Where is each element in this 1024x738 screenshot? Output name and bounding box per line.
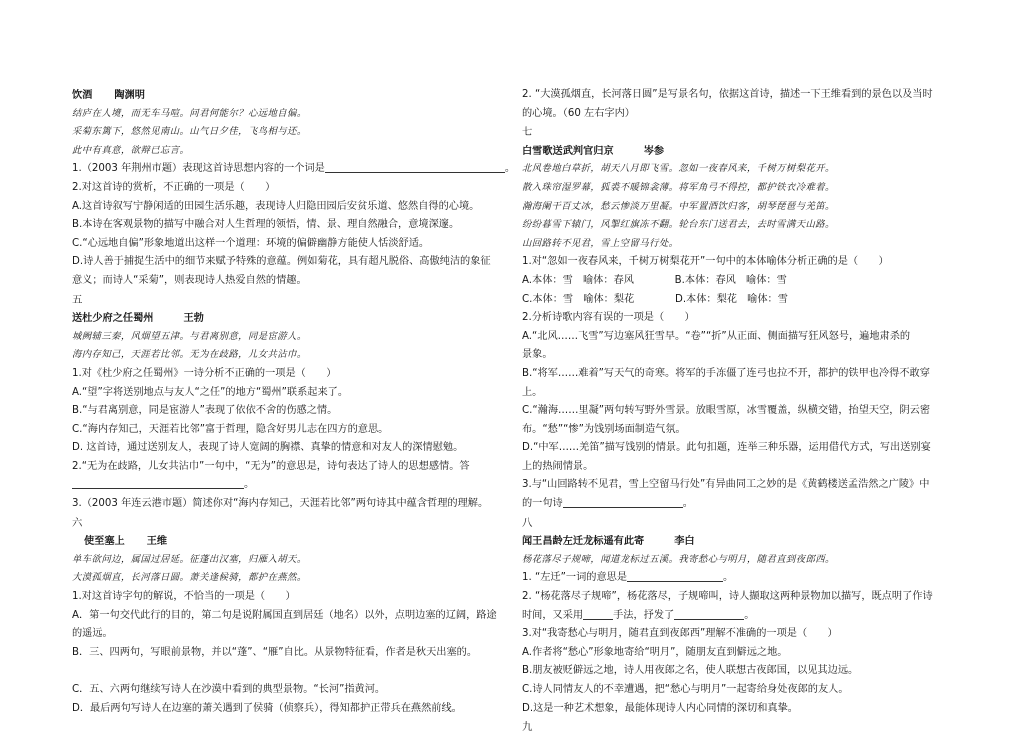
poem-title-line bbox=[522, 142, 962, 161]
section-number bbox=[72, 514, 508, 533]
question-line bbox=[522, 365, 962, 384]
question-text: D．最后两句写诗人在边塞的萧关遇到了侯骑（侦察兵），得知都护正带兵在燕然前线。 bbox=[72, 702, 462, 714]
poem-verse bbox=[72, 346, 508, 365]
section-number-text: 九 bbox=[522, 721, 533, 734]
question-line bbox=[522, 625, 962, 644]
poem-verse-text: 北风卷地白草折，胡天八月即飞雪。忽如一夜春风来，千树万树梨花开。 bbox=[522, 163, 835, 175]
question-line bbox=[522, 607, 962, 626]
question-text: A.“望”字将送别地点与友人“之任”的地方“蜀州”联系起来了。 bbox=[72, 386, 349, 398]
poem-verse bbox=[72, 569, 508, 588]
question-line bbox=[72, 681, 508, 700]
question-line bbox=[72, 216, 508, 235]
question-text: C.诗人同情友人的不幸遭遇，把“愁心与明月”一起寄给身处夜郎的友人。 bbox=[522, 684, 849, 695]
question-text: D.这是一种艺术想象，最能体现诗人内心同情的深切和真挚。 bbox=[522, 702, 798, 714]
question-text: 2. “大漠孤烟直，长河落日圆”是写景名句，依据这首诗，描述一下王维看到的景色以及当时 bbox=[522, 89, 933, 100]
question-text: 意义；而诗人“采菊”，则表现诗人热爱自然的情趣。 bbox=[72, 274, 307, 286]
poem-verse-text: 山回路转不见君，雪上空留马行处。 bbox=[522, 237, 679, 249]
question-text: 上。 bbox=[522, 386, 543, 398]
question-line bbox=[522, 291, 962, 310]
question-text: 景象。 bbox=[522, 349, 553, 361]
question-line bbox=[72, 607, 508, 626]
answer-blank[interactable] bbox=[674, 607, 744, 620]
poem-title: 使至塞上 bbox=[84, 535, 125, 548]
poem-author: 岑参 bbox=[643, 144, 665, 157]
question-text: B．三、四两句，写眼前景物，并以“蓬”、“雁”自比。从景物特征看，作者是秋天出塞的。 bbox=[72, 646, 478, 658]
question-line bbox=[72, 458, 508, 477]
question-line bbox=[522, 588, 962, 607]
question-text: 2. “杨花落尽子规啼”，杨花落尽，子规啼叫，诗人撷取这两种景物加以描写，既点明了作诗 bbox=[522, 591, 933, 603]
question-text: 1. “左迁”一词的意思是 bbox=[522, 572, 628, 584]
question-text: 时间，又采用 bbox=[522, 609, 584, 621]
question-text: 1.对《杜少府之任蜀州》一诗分析不正确的一项是（ ） bbox=[72, 367, 337, 379]
left-column bbox=[72, 86, 516, 718]
poem-title: 送杜少府之任蜀州 bbox=[72, 312, 154, 325]
poem-verse-text: 瀚海阑干百丈冰，愁云惨淡万里凝。中军置酒饮归客，胡琴琵琶与羌笛。 bbox=[522, 200, 835, 212]
question-text: 1.对“忽如一夜春风来，千树万树梨花开”一句中的本体喻体分析正确的是（ ） bbox=[522, 256, 889, 268]
question-text: 3.对“我寄愁心与明月，随君直到夜郎西”理解不准确的一项是（ ） bbox=[522, 628, 838, 640]
question-line bbox=[522, 253, 962, 272]
poem-verse-text: 纷纷暮雪下辕门，风掣红旗冻不翻。轮台东门送君去，去时雪满天山路。 bbox=[522, 219, 835, 231]
poem-verse bbox=[72, 551, 508, 570]
answer-blank[interactable] bbox=[325, 160, 505, 173]
question-text: 的遥远。 bbox=[72, 628, 113, 640]
blank-suffix: 。 bbox=[744, 609, 755, 621]
poem-verse bbox=[72, 105, 508, 124]
poem-title: 白雪歌送武判官归京 bbox=[522, 144, 614, 157]
question-line bbox=[72, 365, 508, 384]
question-text: A.本体：雪 喻体：春风 B.本体：春风 喻体：雪 bbox=[522, 274, 787, 286]
question-text: A.作者将“愁心”形象地寄给“明月”，随朋友直到僻远之地。 bbox=[522, 646, 788, 658]
question-line bbox=[72, 644, 508, 663]
question-line bbox=[72, 384, 508, 403]
poem-verse-text: 城阙辅三秦，风烟望五津。与君离别意，同是宦游人。 bbox=[72, 330, 307, 342]
question-line bbox=[522, 421, 962, 440]
question-line bbox=[72, 253, 508, 272]
poem-author: 陶渊明 bbox=[114, 89, 145, 101]
answer-blank[interactable] bbox=[563, 495, 683, 508]
question-line bbox=[72, 198, 508, 217]
blank-suffix: 。 bbox=[682, 498, 693, 510]
poem-verse-text: 此中有真意，欲辩已忘言。 bbox=[72, 144, 190, 156]
question-line bbox=[522, 458, 962, 477]
question-text: 2.“无为在歧路，儿女共沾巾”一句中，“无为”的意思是，诗句表达了诗人的思想感情。答 bbox=[72, 460, 470, 472]
spacer-line bbox=[72, 662, 508, 681]
question-line bbox=[522, 346, 962, 365]
poem-title: 饮酒 bbox=[72, 89, 93, 101]
blank-suffix: 。 bbox=[723, 572, 734, 584]
question-line bbox=[72, 179, 508, 198]
question-line bbox=[72, 402, 508, 421]
question-line bbox=[522, 105, 962, 124]
question-line bbox=[72, 495, 508, 514]
right-column bbox=[522, 86, 962, 737]
poem-title-line bbox=[72, 86, 508, 105]
poem-author: 王勃 bbox=[183, 312, 204, 325]
question-text: 布。“愁”“惨”为饯别场面制造气氛。 bbox=[522, 423, 686, 435]
answer-blank[interactable] bbox=[72, 476, 244, 489]
question-line bbox=[72, 160, 516, 179]
poem-title: 闻王昌龄左迁龙标遥有此寄 bbox=[522, 535, 645, 548]
question-line bbox=[72, 439, 508, 458]
poem-verse-text: 杨花落尽子规啼，闻道龙标过五溪。我寄愁心与明月，随君直到夜郎西。 bbox=[522, 553, 835, 565]
question-text: C.本体：雪 喻体：梨花 D.本体：梨花 喻体：雪 bbox=[522, 293, 788, 305]
question-text: 3.（2003 年连云港市题）简述你对“海内存知己，天涯若比邻”两句诗其中蕴含哲理的理解。 bbox=[72, 498, 489, 510]
section-number bbox=[522, 123, 962, 142]
poem-title-line bbox=[522, 532, 962, 551]
question-text: A．第一句交代此行的目的，第二句是说附属国直到居廷（地名）以外，点明边塞的辽阔，路途 bbox=[72, 609, 497, 621]
question-line bbox=[72, 421, 508, 440]
poem-verse bbox=[522, 551, 962, 570]
section-number bbox=[72, 291, 508, 310]
question-line bbox=[522, 700, 962, 719]
poem-verse-text: 结庐在人境，而无车马喧。问君何能尔？心远地自偏。 bbox=[72, 107, 307, 119]
question-text: C．五、六两句继续写诗人在沙漠中看到的典型景物。“长河”指黄河。 bbox=[72, 684, 386, 695]
section-number-text: 五 bbox=[72, 293, 83, 306]
answer-line bbox=[72, 476, 508, 495]
section-number-text: 六 bbox=[72, 516, 83, 529]
section-number bbox=[522, 718, 962, 737]
poem-verse-text: 单车欲问边，属国过居延。征蓬出汉塞，归雁入胡天。 bbox=[72, 553, 307, 565]
poem-verse-text: 海内存知己，天涯若比邻。无为在歧路，儿女共沾巾。 bbox=[72, 349, 307, 361]
question-line bbox=[522, 569, 962, 588]
question-text: B.本诗在客观景物的描写中融合对人生哲理的领悟，情、景、理自然融合，意境深邃。 bbox=[72, 219, 460, 231]
poem-title-line bbox=[72, 532, 508, 551]
question-line bbox=[522, 495, 962, 514]
question-text: B.“将军……难着”写天气的奇寒。将军的手冻僵了连弓也拉不开，都护的铁甲也冷得不敢穿 bbox=[522, 367, 930, 379]
question-text: 的心境。（60 左右字内） bbox=[522, 107, 635, 119]
poem-verse bbox=[522, 198, 962, 217]
poem-verse-text: 大漠孤烟直，长河落日圆。萧关逢候骑，都护在燕然。 bbox=[72, 572, 307, 584]
question-text: 1.对这首诗字句的解说，不恰当的一项是（ ） bbox=[72, 591, 296, 603]
poem-verse bbox=[72, 142, 508, 161]
question-line bbox=[522, 681, 962, 700]
question-line bbox=[522, 402, 962, 421]
poem-author: 李白 bbox=[674, 535, 695, 548]
question-text: B.“与君离别意，同是宦游人”表现了依依不舍的伤感之情。 bbox=[72, 405, 338, 417]
question-text: 3.与“山回路转不见君，雪上空留马行处”有异曲同工之妙的是《黄鹤楼送孟浩然之广陵》中 bbox=[522, 479, 930, 491]
question-line bbox=[522, 662, 962, 681]
answer-end: 。 bbox=[244, 479, 255, 491]
section-number-text: 八 bbox=[522, 516, 533, 529]
question-line bbox=[72, 235, 508, 254]
poem-verse-text: 散入珠帘湿罗幕，狐裘不暖锦衾薄。将军角弓不得控，都护铁衣冷难着。 bbox=[522, 181, 835, 193]
question-text: D.“中军……羌笛”描写饯别的情景。此句扣题，连举三种乐器，运用借代方式，写出送别宴 bbox=[522, 442, 931, 454]
question-text: D.诗人善于捕捉生活中的细节来赋予特殊的意蕴。例如菊花，具有超凡脱俗、高傲纯洁的象征 bbox=[72, 256, 491, 268]
answer-blank[interactable] bbox=[583, 607, 613, 620]
question-text: C.“心远地自偏”形象地道出这样一个道理：环境的偏僻幽静方能使人恬淡舒适。 bbox=[72, 237, 430, 249]
question-text: C.“瀚海……里凝”两句转写野外雪景。放眼雪原，冰雪覆盖，纵横交错，抬望天空，阴云密 bbox=[522, 405, 931, 417]
question-text: D. 这首诗，通过送别友人，表现了诗人宽阔的胸襟、真挚的情意和对友人的深情慰勉。 bbox=[72, 442, 464, 454]
question-text: 1.（2003 年荆州市题）表现这首诗思想内容的一个词是 bbox=[72, 163, 325, 175]
section-number bbox=[522, 514, 962, 533]
question-line bbox=[522, 476, 962, 495]
question-text: C.“海内存知己，天涯若比邻”富于哲理，隐含好男儿志在四方的意思。 bbox=[72, 423, 389, 435]
section-number-text: 七 bbox=[522, 126, 533, 139]
question-line bbox=[72, 272, 508, 291]
poem-author: 王维 bbox=[146, 535, 168, 548]
poem-verse-text: 采菊东篱下，悠然见南山。山气日夕佳，飞鸟相与还。 bbox=[72, 126, 307, 138]
question-line bbox=[522, 309, 962, 328]
question-line bbox=[522, 272, 962, 291]
question-line bbox=[522, 328, 962, 347]
question-line bbox=[72, 700, 508, 719]
blank-suffix: 。 bbox=[504, 163, 516, 175]
question-line bbox=[72, 625, 508, 644]
poem-verse bbox=[522, 179, 962, 198]
poem-verse bbox=[522, 235, 962, 254]
poem-verse bbox=[522, 160, 962, 179]
answer-blank[interactable] bbox=[627, 569, 723, 582]
question-text: B.朋友被贬僻远之地，诗人用夜郎之名，使人联想古夜郎国，以见其边远。 bbox=[522, 665, 859, 677]
question-text: 上的热闹情景。 bbox=[522, 460, 594, 472]
question-text: 的一句诗 bbox=[522, 498, 563, 510]
poem-title-line bbox=[72, 309, 508, 328]
poem-verse bbox=[72, 328, 508, 347]
question-text: 2.对这首诗的赏析，不正确的一项是（ ） bbox=[72, 181, 276, 193]
question-line bbox=[522, 86, 962, 105]
poem-verse bbox=[72, 123, 508, 142]
question-line bbox=[72, 588, 508, 607]
question-line bbox=[522, 439, 962, 458]
question-line bbox=[522, 384, 962, 403]
question-text: A.“北风……飞雪”写边塞风狂雪早。“卷”“折”从正面、侧面描写狂风怒号，遍地肃杀的 bbox=[522, 330, 911, 342]
poem-verse bbox=[522, 216, 962, 235]
question-line bbox=[522, 644, 962, 663]
question-text: A.这首诗叙写宁静闲适的田园生活乐趣，表现诗人归隐田园后安贫乐道、悠然自得的心境。 bbox=[72, 200, 480, 212]
blank-suffix: 手法，抒发了 bbox=[613, 609, 675, 621]
question-text: 2.分析诗歌内容有误的一项是（ ） bbox=[522, 312, 695, 324]
